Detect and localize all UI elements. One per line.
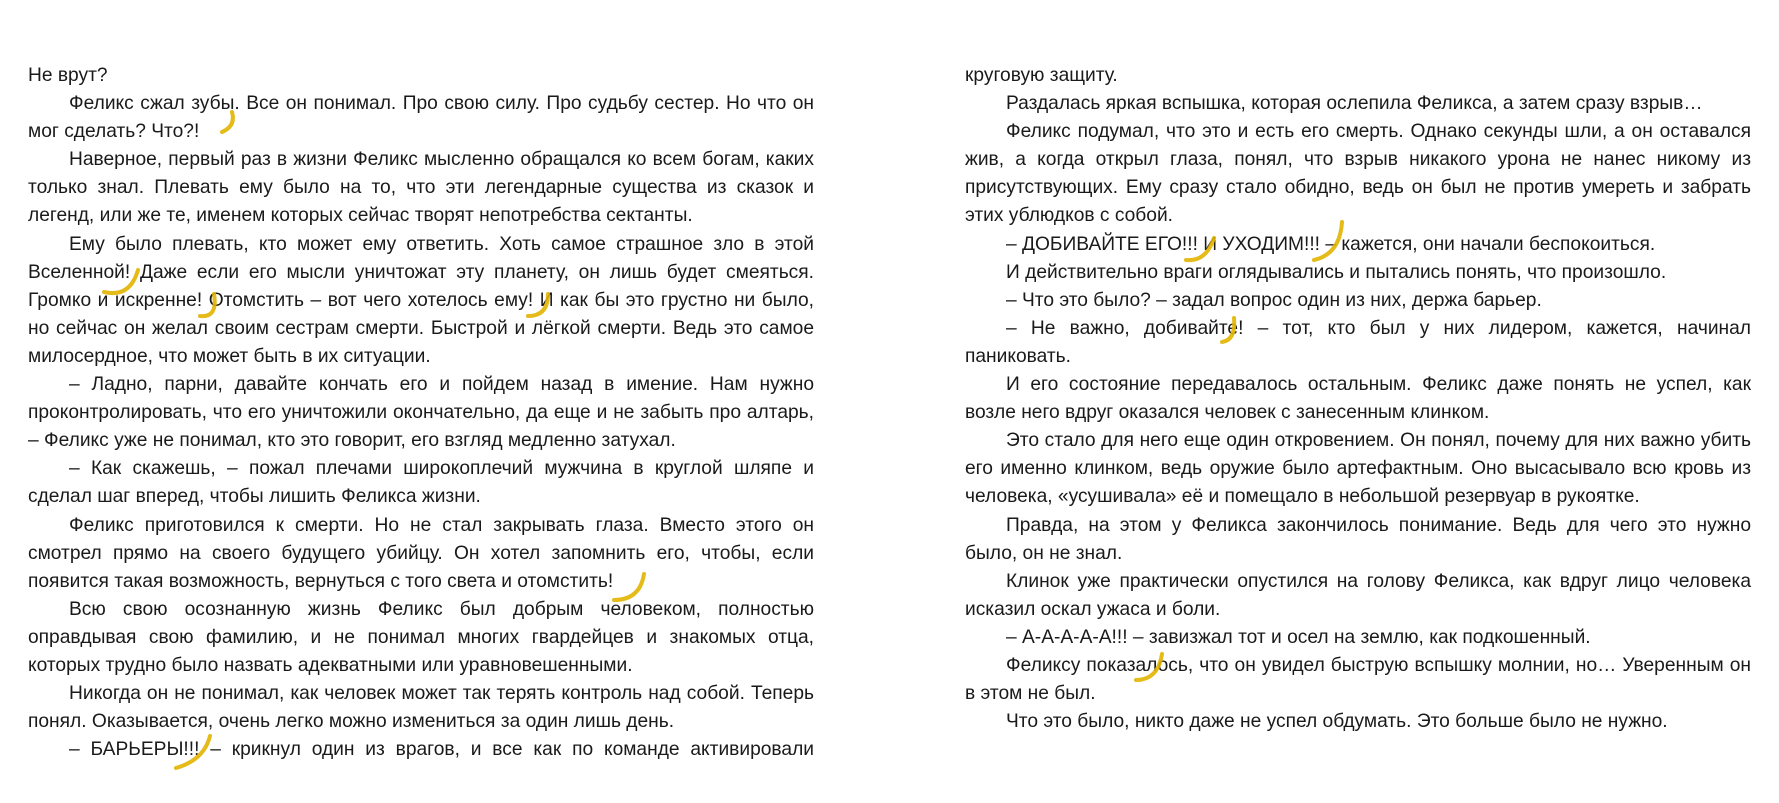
paragraph: Никогда он не понимал, как человек может так терять контроль над собой. Теперь понял. Оказывается, очень легко можно измениться за один лишь день. bbox=[28, 683, 814, 733]
paragraph: Это стало для него еще один откровением. Он понял, почему для них важно убить его именно клинком, ведь оружие было артефактным. Оно высасывало всю кровь из человека, «усушивала» её и помещало в небольшой резервуар в рукоятке. bbox=[965, 430, 1751, 508]
paragraph: Всю свою осознанную жизнь Феликс был добрым человеком, полностью оправдывая свою фамилию, и не понимал многих гвардейцев и знакомых отца, которых трудно было назвать адекватными или уравновешенными. bbox=[28, 598, 814, 676]
right-page bbox=[965, 62, 1751, 736]
paragraph: Феликс приготовился к смерти. Но не стал закрывать глаза. Вместо этого он смотрел прямо на своего будущего убийцу. Он хотел запомнить его, чтобы, если появится такая возможность, вернуться с того света и отомстить! bbox=[28, 514, 814, 592]
paragraph: Феликсу показалось, что он увидел быструю вспышку молнии, но… Уверенным он в этом не был. bbox=[965, 654, 1751, 705]
paragraph: круговую защиту. bbox=[965, 65, 1118, 86]
paragraph: – БАРЬЕРЫ!!! – крикнул один из врагов, и все как по команде активировали bbox=[69, 739, 814, 761]
paragraph: Ему было плевать, кто может ему ответить. Хоть самое страшное зло в этой Вселенной! Даже если его мысли уничтожат эту планету, он лишь будет смеяться. Громко и искренне! Отомстить – вот чего хотелось ему! И как бы это грустно ни было, но сейчас он желал своим сестрам смерти. Быстрой и лёгкой смерти. Ведь это самое милосердное, что может быть в их ситуации. bbox=[28, 233, 814, 367]
paragraph: – ДОБИВАЙТЕ ЕГО!!! И УХОДИМ!!! – кажется, они начали беспокоиться. bbox=[1006, 233, 1656, 255]
paragraph: И действительно враги оглядывались и пытались понять, что произошло. bbox=[1006, 261, 1667, 283]
paragraph: Не врут? bbox=[28, 65, 108, 86]
left-page bbox=[28, 62, 814, 764]
paragraph: – Как скажешь, – пожал плечами широкоплечий мужчина в круглой шляпе и сделал шаг вперед, чтобы лишить Феликса жизни. bbox=[28, 458, 814, 508]
paragraph: Феликс подумал, что это и есть его смерть. Однако секунды шли, а он оставался жив, а когда открыл глаза, понял, что взрыв никакого урона не нанес никому из присутствующих. Ему сразу стало обидно, ведь он был не против умереть и забрать этих ублюдков с собой. bbox=[965, 121, 1751, 227]
paragraph: Раздалась яркая вспышка, которая ослепила Феликса, а затем сразу взрыв… bbox=[1006, 93, 1703, 115]
paragraph: Феликс сжал зубы. Все он понимал. Про свою силу. Про судьбу сестер. Но что он мог сделать? Что?! bbox=[28, 93, 814, 143]
paragraph: – А-А-А-А-А!!! – завизжал тот и осел на землю, как подкошенный. bbox=[1006, 626, 1591, 648]
paragraph: – Ладно, парни, давайте кончать его и пойдем назад в имение. Нам нужно проконтролировать, что его уничтожили окончательно, да еще и не забыть про алтарь, – Феликс уже не понимал, кто это говорит, его взгляд медленно затухал. bbox=[28, 374, 814, 452]
paragraph: – Не важно, добивайте! – тот, кто был у них лидером, кажется, начинал паниковать. bbox=[965, 317, 1751, 367]
paragraph: Правда, на этом у Феликса закончилось понимание. Ведь для чего это нужно было, он не знал. bbox=[965, 514, 1751, 564]
paragraph: Что это было, никто даже не успел обдумать. Это больше было не нужно. bbox=[1006, 711, 1668, 733]
paragraph: Наверное, первый раз в жизни Феликс мысленно обращался ко всем богам, каких только знал. Плевать ему было на то, что эти легендарные существа из сказок и легенд, или же те, именем которых сейчас творят непотребства сектанты. bbox=[28, 149, 814, 227]
paragraph: – Что это было? – задал вопрос один из них, держа барьер. bbox=[1006, 289, 1542, 311]
paragraph: Клинок уже практически опустился на голову Феликса, как вдруг лицо человека исказил оскал ужаса и боли. bbox=[965, 570, 1751, 620]
paragraph: И его состояние передавалось остальным. Феликс даже понять не успел, как возле него вдруг оказался человек с занесенным клинком. bbox=[965, 374, 1751, 424]
